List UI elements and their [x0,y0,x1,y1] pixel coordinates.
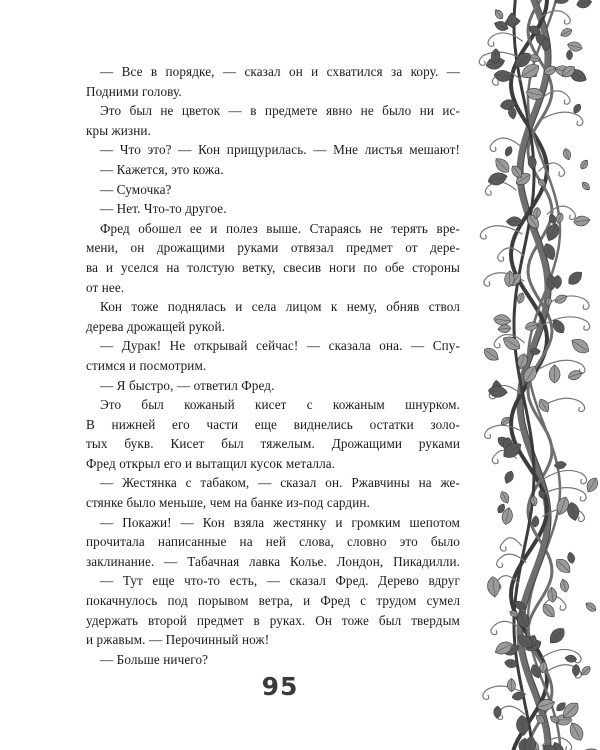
vine-leaf [503,145,513,157]
text-line: стимся и посмотрим. [86,357,207,373]
text-line: — Все в порядке, — сказал он и схватился за кору. — [100,64,460,79]
vine-leaf [498,324,512,333]
text-line: и ржавым. — Перочинный нож! [86,632,270,648]
vine-leaves [481,0,600,750]
vine-leaf [582,745,600,750]
vine-leaf [554,293,569,305]
vine-leaf [555,212,565,224]
vine-leaf [576,0,593,9]
text-line: мени, он дрожащими руками отвязал предмет от дере- [86,240,460,256]
vine-leaf [503,470,516,485]
text-line: — Больше ничего? [100,651,209,667]
text-line: прочитала написанные на ней слова, словно это было [86,534,460,550]
vine-border-illustration [474,0,600,750]
vine-leaf [507,678,515,692]
text-line: кры жизни. [86,122,151,138]
vine-leaf [498,490,511,505]
vine-leaf [566,268,585,287]
vine-leaf [569,335,592,356]
vine-leaf [559,26,573,38]
vine-leaf [493,314,511,326]
vine-leaf [493,8,505,21]
text-line: — Тут еще что-то есть, — сказал Фред. Дерево вдруг [100,573,460,589]
vine-tendril [540,112,583,125]
text-line: — Жестянка с табаком, — сказал он. Ржавчины на же- [100,475,460,491]
text-line: Это был кожаный кисет с кожаным шнурком. [100,397,460,413]
text-line: Фред обошел ее и полез выше. Стараясь не терять вре- [100,220,460,236]
vine-leaf [567,720,587,743]
text-line: Фред открыл его и вытащил кусок металла. [86,455,336,471]
text-line: — Что это? — Кон прищурилась. — Мне листья мешают! [100,142,460,158]
text-line: тых букв. Кисет был тяжелым. Дрожащими руками [86,436,460,452]
vine-leaf [488,385,508,398]
vine-leaf [562,147,573,161]
vine-leaf [580,180,591,191]
text-line: от нее. [86,279,125,295]
text-line: ва и уселся на толстую ветку, свесив ноги по обе стороны [86,259,460,275]
page-number: 95 [261,672,299,701]
vine-leaf [549,365,560,383]
vine-leaf-blade [582,745,600,750]
vine-leaf [546,625,568,647]
vine-leaf-blade [523,735,537,750]
vine-leaf [500,333,523,353]
text-line: — Дурак! Не открывай сейчас! — сказала она. — Спу- [100,338,460,354]
vine-tendril [485,425,526,438]
vine-tendril [547,296,589,309]
text-line: — Нет. Что-то другое. [100,201,227,217]
vine-tendril [490,138,520,151]
vine-leaf [540,602,558,620]
text-line: — Кажется, это кожа. [100,161,224,177]
vine-tendril [488,33,522,46]
text-line: Это был не цветок — в предмете явно не было ни ис- [100,103,460,119]
text-line: В нижней его части еще виднелись остатки золо- [86,416,460,432]
vine-leaf [566,50,572,60]
vine-tendril [500,538,521,551]
text-line: Кон тоже поднялась и села лицом к нему, обняв ствол [100,299,460,315]
vine-tendril [544,470,587,483]
vine-leaf [584,600,598,613]
text-line: — Я быстро, — ответил Фред. [100,377,275,393]
text-line: заклинание. — Табачная лавка Колье. Лондон, Пикадилли. [86,553,460,569]
vine-leaf [493,706,501,719]
vine-leaf [523,735,537,750]
vine-leaf [559,578,570,593]
text-line: — Сумочка? [100,181,172,197]
text-line: дерева дрожащей рукой. [86,318,226,334]
vine-leaf [567,369,584,382]
vine-leaf [566,551,575,564]
text-line: удержать второй предмет в руках. Он тоже был твердым [86,612,460,628]
text-line: Подними голову. [86,83,182,99]
text-line: покачнулось под порывом ветра, и Фред с трудом сумел [86,593,460,609]
body-text [86,62,460,669]
vine-leaf [579,158,590,170]
text-line: стянке было меньше, чем на банке из-под сардин. [86,495,370,511]
text-line: — Покажи! — Кон взяла жестянку и громким шепотом [100,514,460,530]
vine-leaf [492,155,512,176]
